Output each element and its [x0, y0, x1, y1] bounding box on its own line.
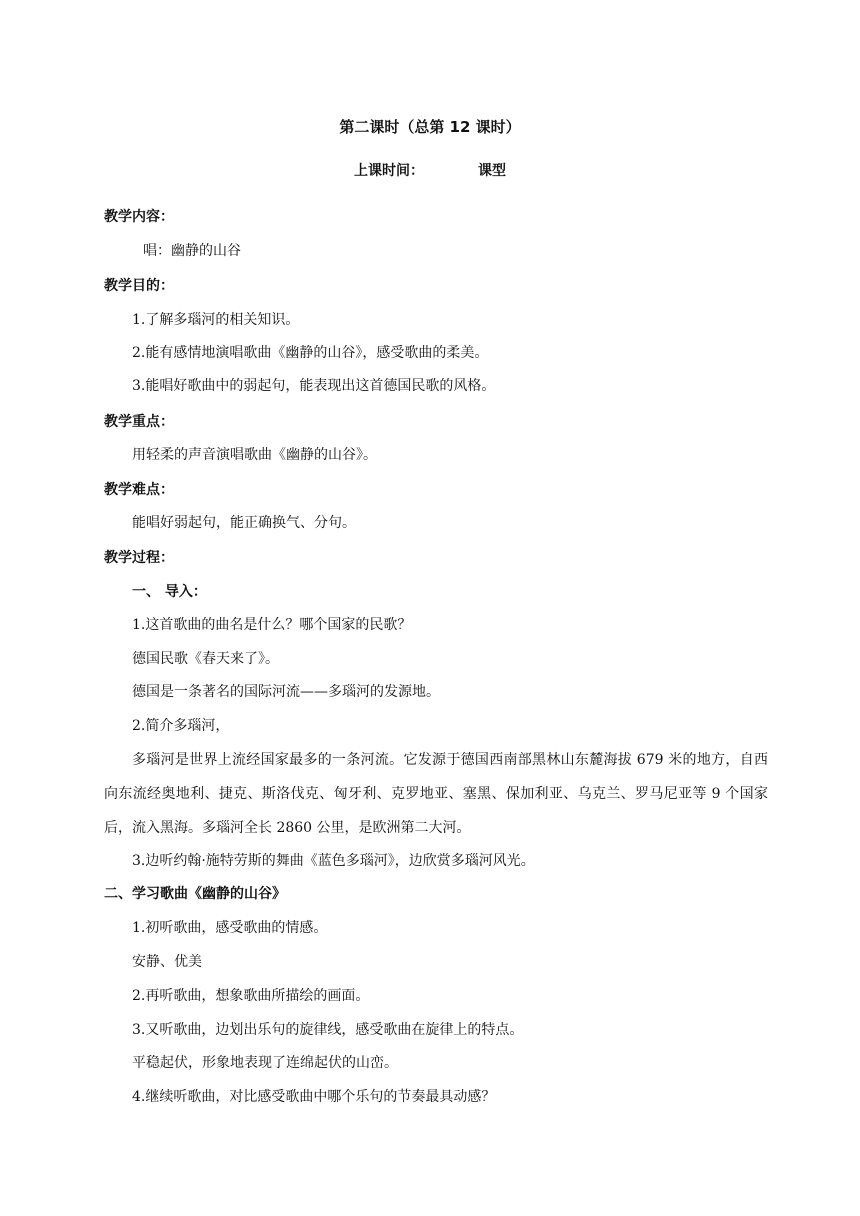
objective-item: 1.了解多瑙河的相关知识。 [132, 312, 300, 328]
process-line: 平稳起伏，形象地表现了连绵起伏的山峦。 [132, 1055, 398, 1071]
process-line: 2.再听歌曲，想象歌曲所描绘的画面。 [132, 988, 370, 1004]
lesson-title: 第二课时（总第 12 课时） [339, 118, 521, 136]
key-points-heading: 教学重点： [104, 414, 174, 430]
objectives-heading: 教学目的： [104, 278, 174, 294]
content-heading: 教学内容： [104, 209, 174, 225]
objective-item: 2.能有感情地演唱歌曲《幽静的山谷》，感受歌曲的柔美。 [132, 345, 489, 361]
content-item: 唱：幽静的山谷 [143, 243, 241, 259]
key-points-text: 用轻柔的声音演唱歌曲《幽静的山谷》。 [132, 447, 377, 463]
process-line: 4.继续听歌曲，对比感受歌曲中哪个乐句的节奏最具动感？ [132, 1089, 496, 1105]
process-heading: 教学过程： [104, 550, 174, 566]
process-line: 3.边听约翰·施特劳斯的舞曲《蓝色多瑙河》，边欣赏多瑙河风光。 [132, 853, 535, 869]
section-1-heading: 一、 导入： [132, 584, 207, 600]
lesson-type-label: 课型 [478, 163, 506, 179]
process-line: 安静、优美 [132, 954, 202, 970]
danube-paragraph: 多瑙河是世界上流经国家最多的一条河流。它发源于德国西南部黑林山东麓海拔 679 米的地方，自西向东流经奥地利、捷克、斯洛伐克、匈牙利、克罗地亚、塞黑、保加利亚、乌克兰、罗马尼亚等 9 个国家后，流入黑海。多瑙河全长 2860 公里，是欧洲第二大河。 [104, 752, 768, 836]
lesson-meta [0, 160, 860, 180]
process-line: 德国民歌《春天来了》。 [132, 651, 279, 667]
process-line: 1.初听歌曲，感受歌曲的情感。 [132, 920, 328, 936]
process-line: 2.简介多瑙河， [132, 718, 230, 734]
difficulties-text: 能唱好弱起句，能正确换气、分句。 [132, 515, 356, 531]
objective-item: 3.能唱好歌曲中的弱起句，能表现出这首德国民歌的风格。 [132, 378, 496, 394]
section-2-heading: 二、学习歌曲《幽静的山谷》 [104, 886, 286, 902]
process-line: 1.这首歌曲的曲名是什么？哪个国家的民歌？ [132, 617, 412, 633]
class-time-label: 上课时间： [354, 163, 424, 179]
difficulties-heading: 教学难点： [104, 482, 174, 498]
process-line: 德国是一条著名的国际河流——多瑙河的发源地。 [132, 684, 440, 700]
process-line: 3.又听歌曲，边划出乐句的旋律线，感受歌曲在旋律上的特点。 [132, 1022, 524, 1038]
